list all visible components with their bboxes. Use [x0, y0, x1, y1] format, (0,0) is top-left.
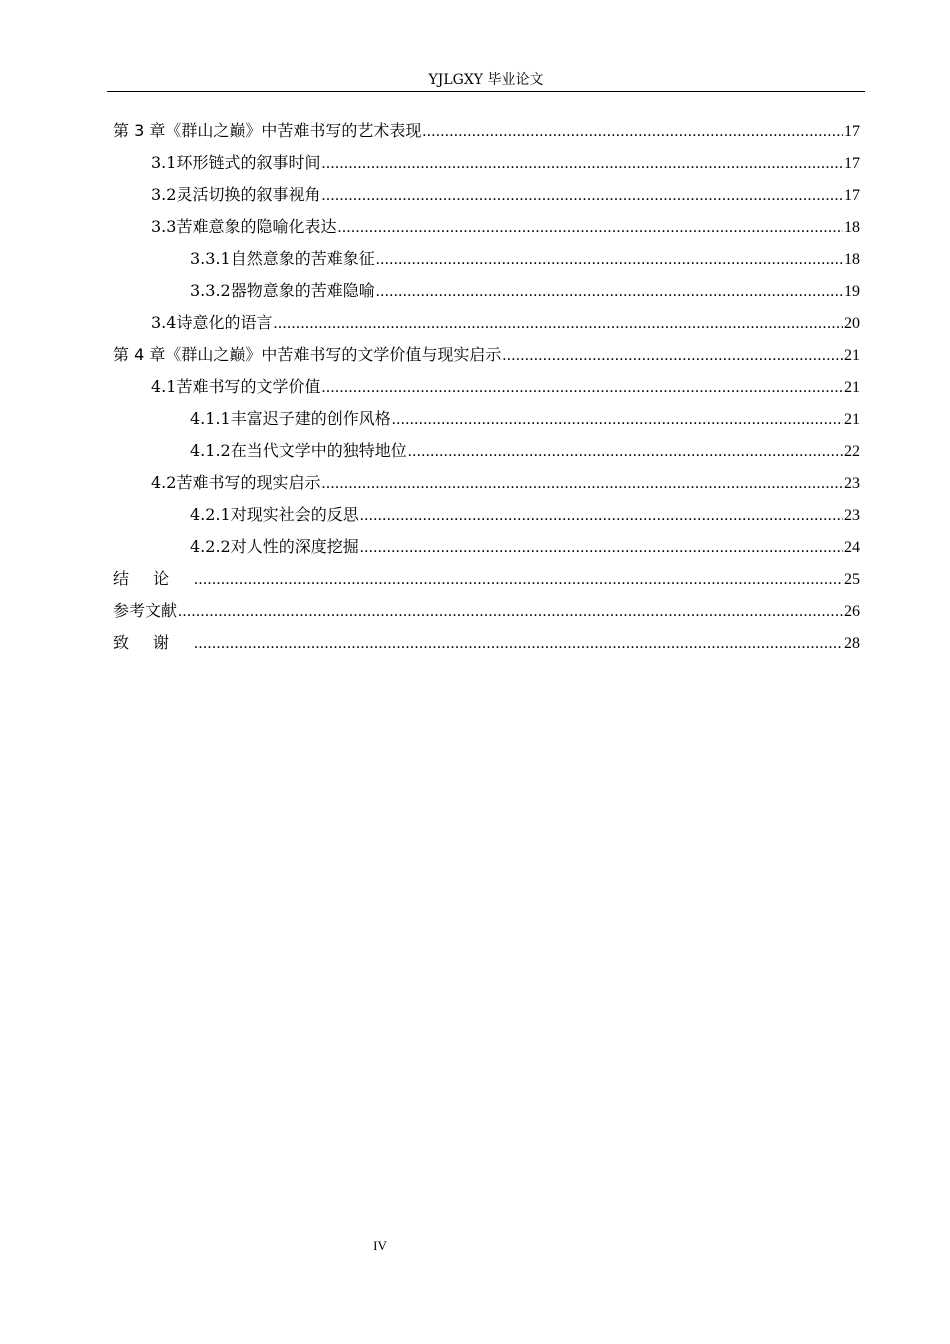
toc-entry-title: 在当代文学中的独特地位	[230, 441, 407, 460]
toc-entry-page: 20	[844, 315, 860, 332]
toc-entry-number: 3.3.1	[190, 249, 231, 268]
toc-entry[interactable]	[113, 339, 860, 371]
toc-entry-number: 4.2.1	[190, 505, 231, 524]
toc-entry-number: 第 3 章	[113, 121, 166, 140]
toc-leader-dots	[194, 564, 843, 596]
toc-entry-title: 参考文献	[113, 601, 178, 620]
toc-entry[interactable]	[113, 595, 860, 627]
toc-entry-page: 17	[844, 187, 860, 204]
toc-entry-title: 灵活切换的叙事视角	[176, 185, 321, 204]
toc-entry-title: 《群山之巅》中苦难书写的艺术表现	[165, 121, 422, 140]
toc-entry[interactable]	[113, 531, 860, 563]
toc-entry[interactable]	[113, 211, 860, 243]
toc-leader-dots	[360, 532, 843, 564]
toc-leader-dots	[178, 596, 843, 628]
toc-leader-dots	[392, 404, 843, 436]
toc-entry-number: 3.4	[151, 313, 177, 332]
toc-entry-number: 3.2	[151, 185, 177, 204]
toc-entry-page: 23	[844, 475, 860, 492]
toc-entry[interactable]	[113, 403, 860, 435]
toc-entry-page: 22	[844, 443, 860, 460]
toc-entry-page: 17	[844, 155, 860, 172]
toc-entry[interactable]	[113, 179, 860, 211]
toc-entry[interactable]	[113, 627, 860, 659]
toc-entry-title: 环形链式的叙事时间	[176, 153, 321, 172]
toc-entry-number: 4.1	[151, 377, 177, 396]
header-rule	[107, 91, 865, 92]
toc-leader-dots	[321, 148, 843, 180]
toc-entry[interactable]	[113, 307, 860, 339]
toc-entry[interactable]	[113, 563, 860, 595]
toc-entry-page: 26	[844, 603, 860, 620]
toc-leader-dots	[408, 436, 843, 468]
toc-entry-page: 21	[844, 379, 860, 396]
toc-entry-page: 25	[844, 571, 860, 588]
toc-entry-title: 苦难书写的文学价值	[176, 377, 321, 396]
toc-entry-page: 21	[844, 347, 860, 364]
toc-entry-number: 第 4 章	[113, 345, 166, 364]
toc-entry-number: 3.3.2	[190, 281, 231, 300]
toc-entry-title: 致谢	[113, 633, 194, 652]
toc-entry[interactable]	[113, 467, 860, 499]
toc-entry[interactable]	[113, 275, 860, 307]
toc-entry-page: 28	[844, 635, 860, 652]
toc-leader-dots	[376, 244, 843, 276]
toc-entry[interactable]	[113, 371, 860, 403]
toc-entry-title: 对人性的深度挖掘	[230, 537, 359, 556]
toc-leader-dots	[502, 340, 843, 372]
page-number: IV	[373, 1238, 387, 1253]
toc-entry-page: 21	[844, 411, 860, 428]
toc-entry-number: 4.1.2	[190, 441, 231, 460]
toc-leader-dots	[273, 308, 843, 340]
toc-entry-title: 结论	[113, 569, 194, 588]
toc-entry-page: 23	[844, 507, 860, 524]
toc-entry-title: 自然意象的苦难象征	[230, 249, 375, 268]
toc-entry-number: 4.1.1	[190, 409, 231, 428]
toc-leader-dots	[337, 212, 843, 244]
toc-entry-title: 对现实社会的反思	[230, 505, 359, 524]
toc-leader-dots	[194, 628, 843, 660]
toc-entry-title: 《群山之巅》中苦难书写的文学价值与现实启示	[165, 345, 502, 364]
page-header: YJLGXY 毕业论文	[428, 72, 544, 88]
toc-entry[interactable]	[113, 435, 860, 467]
toc-entry-page: 18	[844, 251, 860, 268]
toc-leader-dots	[360, 500, 843, 532]
toc-entry-title: 苦难书写的现实启示	[176, 473, 321, 492]
toc-entry-page: 17	[844, 123, 860, 140]
toc-entry[interactable]	[113, 499, 860, 531]
toc-entry[interactable]	[113, 115, 860, 147]
toc-entry-page: 24	[844, 539, 860, 556]
toc-entry-number: 3.1	[151, 153, 177, 172]
toc-leader-dots	[321, 468, 843, 500]
toc-entry-number: 4.2	[151, 473, 177, 492]
toc-entry[interactable]	[113, 147, 860, 179]
toc-entry-title: 丰富迟子建的创作风格	[230, 409, 391, 428]
toc-entry-title: 苦难意象的隐喻化表达	[176, 217, 337, 236]
toc-leader-dots	[376, 276, 843, 308]
toc-leader-dots	[422, 116, 843, 148]
toc-leader-dots	[321, 372, 843, 404]
toc-entry-page: 19	[844, 283, 860, 300]
toc-entry-number: 3.3	[151, 217, 177, 236]
toc-entry-number: 4.2.2	[190, 537, 231, 556]
toc-entry-title: 器物意象的苦难隐喻	[230, 281, 375, 300]
toc-entry-page: 18	[844, 219, 860, 236]
table-of-contents	[113, 115, 860, 659]
toc-entry-title: 诗意化的语言	[176, 313, 273, 332]
toc-entry[interactable]	[113, 243, 860, 275]
toc-leader-dots	[321, 180, 843, 212]
